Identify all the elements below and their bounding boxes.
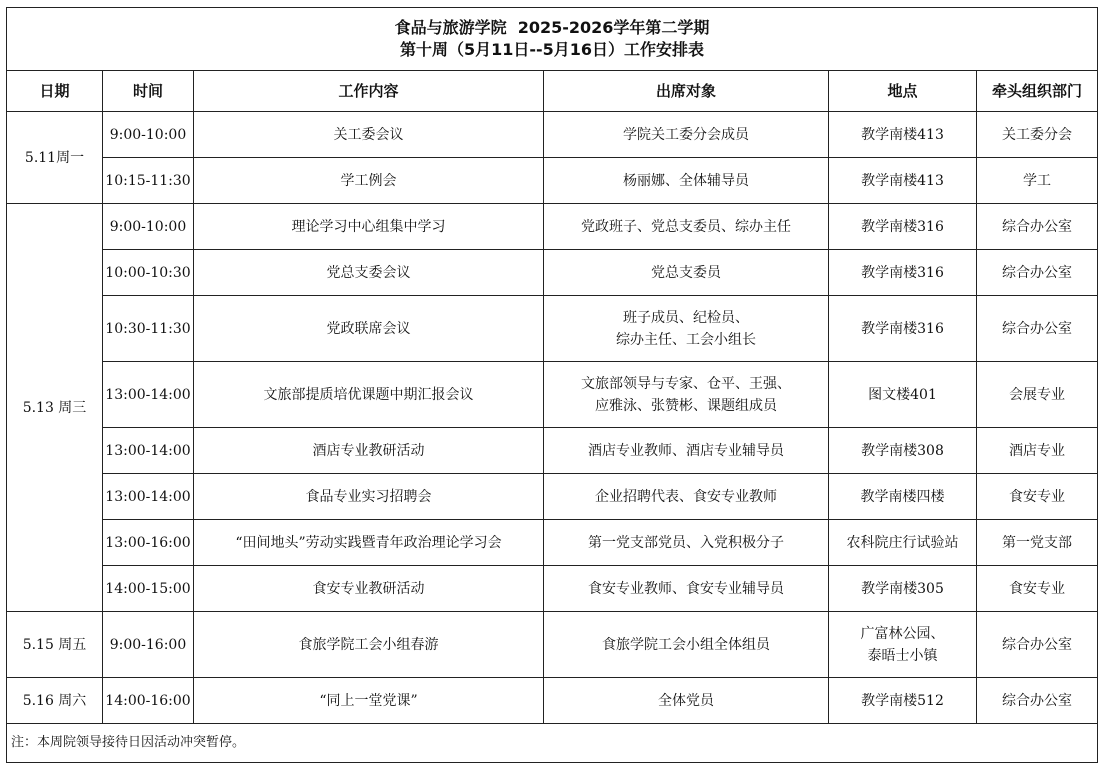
header-attendees: 出席对象 xyxy=(544,71,829,112)
location-cell-line: 农科院庄行试验站 xyxy=(846,534,959,551)
date-cell: 5.16 周六 xyxy=(7,678,103,724)
location-cell-line: 教学南楼316 xyxy=(861,264,944,281)
location-cell xyxy=(829,296,977,362)
table-row xyxy=(7,428,1098,474)
time-cell: 9:00-16:00 xyxy=(103,612,194,678)
time-cell: 10:15-11:30 xyxy=(103,158,194,204)
header-content: 工作内容 xyxy=(194,71,544,112)
footer-note: 注：本周院领导接待日因活动冲突暂停。 xyxy=(7,724,1098,763)
table-row xyxy=(7,474,1098,520)
header-organizer: 牵头组织部门 xyxy=(977,71,1098,112)
location-cell-line: 教学南楼308 xyxy=(861,442,944,459)
content-cell: 党政联席会议 xyxy=(194,296,544,362)
table-row xyxy=(7,566,1098,612)
table-title xyxy=(7,8,1098,71)
time-cell: 13:00-14:00 xyxy=(103,474,194,520)
attendees-cell-line: 学院关工委分会成员 xyxy=(623,126,749,143)
attendees-cell-line: 文旅部领导与专家、仓平、王强、 xyxy=(581,375,791,392)
location-cell-line: 教学南楼316 xyxy=(861,218,944,235)
attendees-cell xyxy=(544,158,829,204)
attendees-cell-line: 食旅学院工会小组全体组员 xyxy=(602,636,770,653)
attendees-cell-line: 第一党支部党员、入党积极分子 xyxy=(588,534,784,551)
organizer-cell: 综合办公室 xyxy=(977,250,1098,296)
location-cell xyxy=(829,158,977,204)
time-cell: 14:00-15:00 xyxy=(103,566,194,612)
location-cell-line: 教学南楼512 xyxy=(861,692,944,709)
attendees-cell xyxy=(544,520,829,566)
schedule-table xyxy=(6,7,1098,763)
date-cell: 5.15 周五 xyxy=(7,612,103,678)
organizer-cell: 第一党支部 xyxy=(977,520,1098,566)
content-cell: “田间地头”劳动实践暨青年政治理论学习会 xyxy=(194,520,544,566)
attendees-cell xyxy=(544,612,829,678)
content-cell: “同上一堂党课” xyxy=(194,678,544,724)
attendees-cell-line: 党总支委员 xyxy=(651,264,721,281)
content-cell: 党总支委会议 xyxy=(194,250,544,296)
organizer-cell: 学工 xyxy=(977,158,1098,204)
table-row xyxy=(7,612,1098,678)
organizer-cell: 会展专业 xyxy=(977,362,1098,428)
organizer-cell: 综合办公室 xyxy=(977,296,1098,362)
organizer-cell: 综合办公室 xyxy=(977,612,1098,678)
content-cell: 食品专业实习招聘会 xyxy=(194,474,544,520)
location-cell xyxy=(829,250,977,296)
attendees-cell-line: 党政班子、党总支委员、综办主任 xyxy=(581,218,791,235)
organizer-cell: 综合办公室 xyxy=(977,678,1098,724)
title-line-2: 第十周（5月11日--5月16日）工作安排表 xyxy=(399,40,705,59)
title-line-1: 食品与旅游学院 2025-2026学年第二学期 xyxy=(394,18,710,37)
location-cell xyxy=(829,362,977,428)
attendees-cell-line: 全体党员 xyxy=(658,692,714,709)
attendees-cell xyxy=(544,566,829,612)
location-cell-line: 图文楼401 xyxy=(868,386,937,403)
organizer-cell: 食安专业 xyxy=(977,566,1098,612)
table-row xyxy=(7,296,1098,362)
time-cell: 14:00-16:00 xyxy=(103,678,194,724)
date-cell: 5.13 周三 xyxy=(7,204,103,612)
time-cell: 13:00-14:00 xyxy=(103,362,194,428)
location-cell-line: 泰晤士小镇 xyxy=(867,647,938,664)
location-cell xyxy=(829,428,977,474)
location-cell-line: 广富林公园、 xyxy=(860,625,945,642)
schedule-body xyxy=(7,112,1098,724)
attendees-cell xyxy=(544,678,829,724)
attendees-cell xyxy=(544,204,829,250)
attendees-cell-line: 应雅泳、张赞彬、课题组成员 xyxy=(595,397,777,414)
attendees-cell xyxy=(544,250,829,296)
attendees-cell xyxy=(544,474,829,520)
table-row xyxy=(7,362,1098,428)
time-cell: 10:00-10:30 xyxy=(103,250,194,296)
attendees-cell xyxy=(544,428,829,474)
location-cell xyxy=(829,204,977,250)
attendees-cell xyxy=(544,296,829,362)
table-row xyxy=(7,520,1098,566)
organizer-cell: 关工委分会 xyxy=(977,112,1098,158)
date-cell: 5.11周一 xyxy=(7,112,103,204)
organizer-cell: 酒店专业 xyxy=(977,428,1098,474)
header-location: 地点 xyxy=(829,71,977,112)
location-cell xyxy=(829,112,977,158)
location-cell-line: 教学南楼413 xyxy=(861,172,944,189)
table-row xyxy=(7,158,1098,204)
organizer-cell: 食安专业 xyxy=(977,474,1098,520)
location-cell-line: 教学南楼413 xyxy=(861,126,944,143)
time-cell: 9:00-10:00 xyxy=(103,112,194,158)
content-cell: 食安专业教研活动 xyxy=(194,566,544,612)
location-cell xyxy=(829,612,977,678)
location-cell-line: 教学南楼305 xyxy=(861,580,944,597)
content-cell: 关工委会议 xyxy=(194,112,544,158)
location-cell xyxy=(829,566,977,612)
table-row xyxy=(7,204,1098,250)
content-cell: 理论学习中心组集中学习 xyxy=(194,204,544,250)
attendees-cell xyxy=(544,362,829,428)
attendees-cell-line: 杨丽娜、全体辅导员 xyxy=(623,172,749,189)
attendees-cell xyxy=(544,112,829,158)
attendees-cell-line: 酒店专业教师、酒店专业辅导员 xyxy=(588,442,784,459)
content-cell: 酒店专业教研活动 xyxy=(194,428,544,474)
location-cell xyxy=(829,474,977,520)
time-cell: 9:00-10:00 xyxy=(103,204,194,250)
attendees-cell-line: 班子成员、纪检员、 xyxy=(623,309,749,326)
location-cell-line: 教学南楼316 xyxy=(861,320,944,337)
table-row xyxy=(7,250,1098,296)
content-cell: 文旅部提质培优课题中期汇报会议 xyxy=(194,362,544,428)
attendees-cell-line: 企业招聘代表、食安专业教师 xyxy=(595,488,777,505)
location-cell-line: 教学南楼四楼 xyxy=(860,488,945,505)
header-date: 日期 xyxy=(7,71,103,112)
attendees-cell-line: 综办主任、工会小组长 xyxy=(616,331,756,348)
header-time: 时间 xyxy=(103,71,194,112)
location-cell xyxy=(829,678,977,724)
table-row xyxy=(7,112,1098,158)
organizer-cell: 综合办公室 xyxy=(977,204,1098,250)
content-cell: 学工例会 xyxy=(194,158,544,204)
table-row xyxy=(7,678,1098,724)
header-row xyxy=(7,71,1098,112)
time-cell: 10:30-11:30 xyxy=(103,296,194,362)
content-cell: 食旅学院工会小组春游 xyxy=(194,612,544,678)
location-cell xyxy=(829,520,977,566)
schedule-sheet xyxy=(6,7,1097,763)
attendees-cell-line: 食安专业教师、食安专业辅导员 xyxy=(588,580,784,597)
time-cell: 13:00-14:00 xyxy=(103,428,194,474)
time-cell: 13:00-16:00 xyxy=(103,520,194,566)
